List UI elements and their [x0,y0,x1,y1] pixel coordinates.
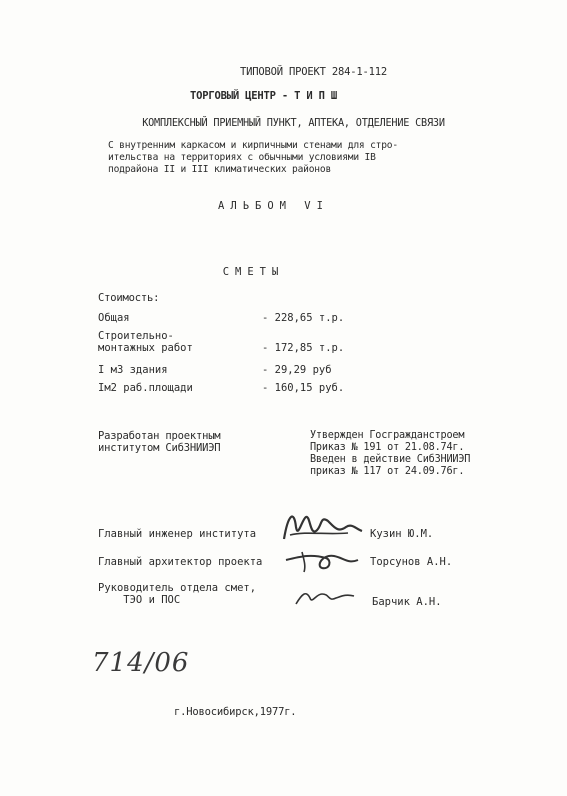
cost-row-value-per-m2: - 160,15 руб. [262,382,345,394]
footer-city-year: г.Новосибирск,1977г. [174,706,297,718]
album-title: АЛЬБОМ VI [218,200,329,212]
cost-row-value-total: - 228,65 т.р. [262,312,345,324]
signature-chief-architect [282,546,362,576]
conditions-line-3: подрайона II и III климатических районов [108,164,332,175]
project-number: ТИПОВОЙ ПРОЕКТ 284-1-112 [240,66,387,78]
signature-name-chief-architect: Торсунов А.Н. [370,556,453,568]
cost-label: Стоимость: [98,292,160,304]
approval-line-1: Утвержден Госгражданстроем [310,430,465,441]
conditions-line-1: С внутренним каркасом и кирпичными стенами для стро- [108,140,398,151]
handwritten-number: 714/06 [92,648,190,678]
approval-line-4: приказ № 117 от 24.09.76г. [310,466,465,477]
signature-role-chief-engineer: Главный инженер института [98,528,257,540]
cost-row-label-per-m2: Iм2 раб.площади [98,382,193,394]
cost-row-label-per-m3: I м3 здания [98,364,168,376]
cost-row-label-construction: Строительно- монтажных работ [98,330,193,354]
cost-row-value-per-m3: - 29,29 руб [262,364,332,376]
approval-line-2: Приказ № 191 от 21.08.74г. [310,442,465,453]
signature-role-chief-architect: Главный архитектор проекта [98,556,263,568]
signature-role-estimate-head: Руководитель отдела смет, ТЭО и ПОС [98,582,257,606]
section-title: СМЕТЫ [222,266,285,278]
cost-row-label-total: Общая [98,312,130,324]
approval-line-3: Введен в действие СибЗНИИЭП [310,454,471,465]
cost-row-value-construction: - 172,85 т.р. [262,342,345,354]
conditions-line-2: ительства на территориях с обычными условиями IB [108,152,376,163]
developer-line-1: Разработан проектным [98,430,221,442]
project-object: ТОРГОВЫЙ ЦЕНТР - Т И П Ш [190,90,337,102]
signature-estimate-head [292,586,358,610]
signature-chief-engineer [276,505,366,547]
project-description: КОМПЛЕКСНЫЙ ПРИЕМНЫЙ ПУНКТ, АПТЕКА, ОТДЕЛЕНИЕ СВЯЗИ [142,118,445,129]
signature-name-estimate-head: Барчик А.Н. [372,596,442,608]
signature-name-chief-engineer: Кузин Ю.М. [370,528,434,540]
developer-line-2: институтом СибЗНИИЭП [98,442,221,454]
